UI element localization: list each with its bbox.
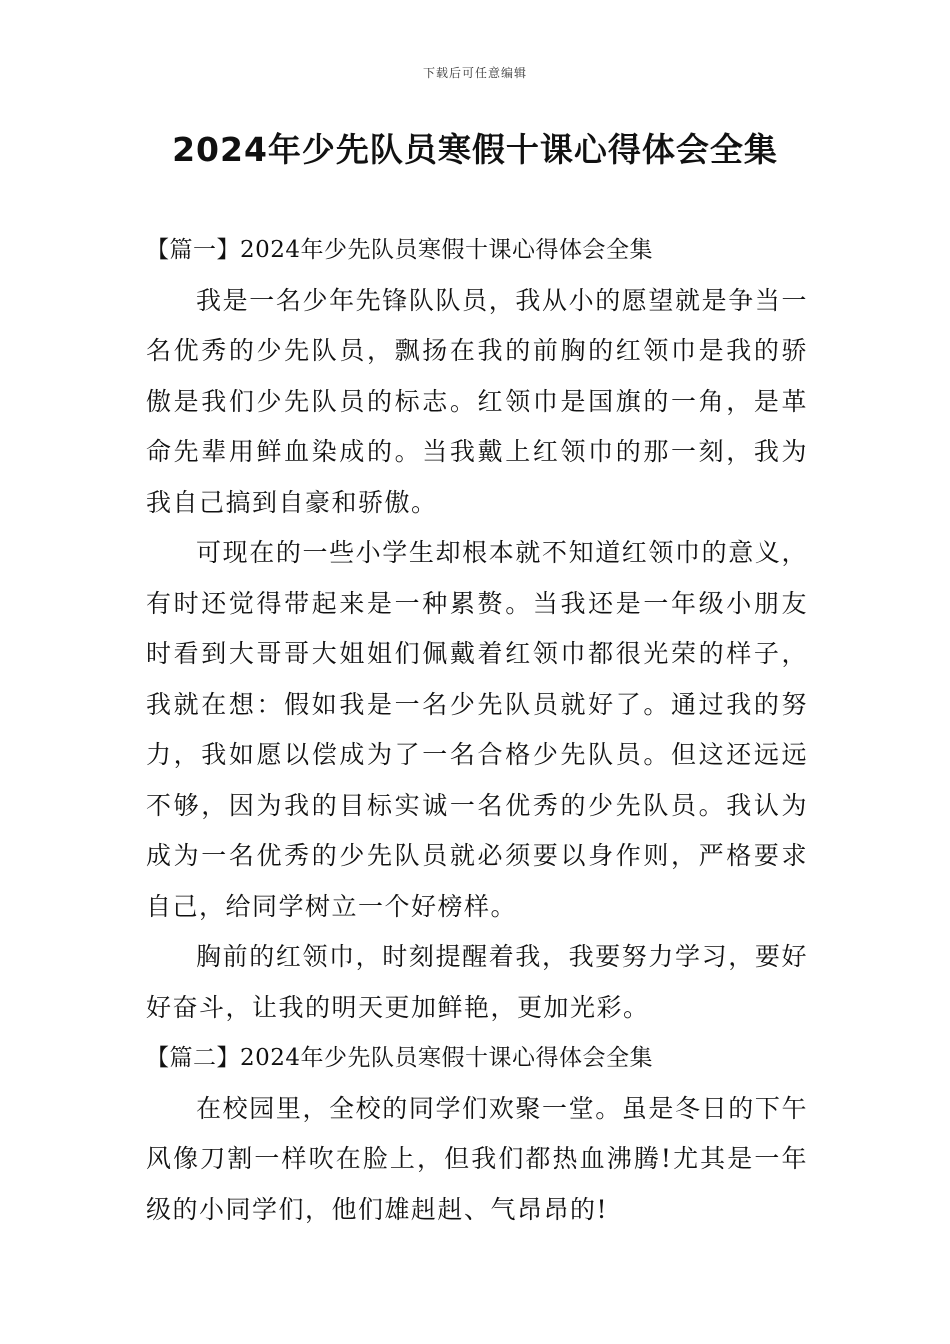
section-1 [146, 225, 808, 1033]
section-heading: 【篇一】2024年少先队员寒假十课心得体会全集 [146, 237, 654, 263]
paragraph: 胸前的红领巾，时刻提醒着我，我要努力学习，要好好奋斗，让我的明天更加鲜艳，更加光彩。 [146, 942, 808, 1022]
document-body [146, 225, 808, 1235]
paragraph: 我是一名少年先锋队队员，我从小的愿望就是争当一名优秀的少先队员，飘扬在我的前胸的红领巾是我的骄傲是我们少先队员的标志。红领巾是国旗的一角，是革命先辈用鲜血染成的。当我戴上红领巾的那一刻，我为我自己搞到自豪和骄傲。 [146, 285, 808, 517]
section-2 [146, 1033, 808, 1235]
document-title: 2024年少先队员寒假十课心得体会全集 [172, 130, 778, 169]
header-note: 下载后可任意编辑 [422, 66, 527, 80]
paragraph: 可现在的一些小学生却根本就不知道红领巾的意义，有时还觉得带起来是一种累赘。当我还是一年级小朋友时看到大哥哥大姐姐们佩戴着红领巾都很光荣的样子，我就在想：假如我是一名少先队员就好了。通过我的努力，我如愿以偿成为了一名合格少先队员。但这还远远不够，因为我的目标实诚一名优秀的少先队员。我认为成为一名优秀的少先队员就必须要以身作则，严格要求自己，给同学树立一个好榜样。 [146, 538, 808, 921]
section-heading: 【篇二】2024年少先队员寒假十课心得体会全集 [146, 1045, 654, 1071]
paragraph: 在校园里，全校的同学们欢聚一堂。虽是冬日的下午风像刀割一样吹在脸上，但我们都热血沸腾!尤其是一年级的小同学们，他们雄赳赳、气昂昂的! [146, 1093, 808, 1224]
